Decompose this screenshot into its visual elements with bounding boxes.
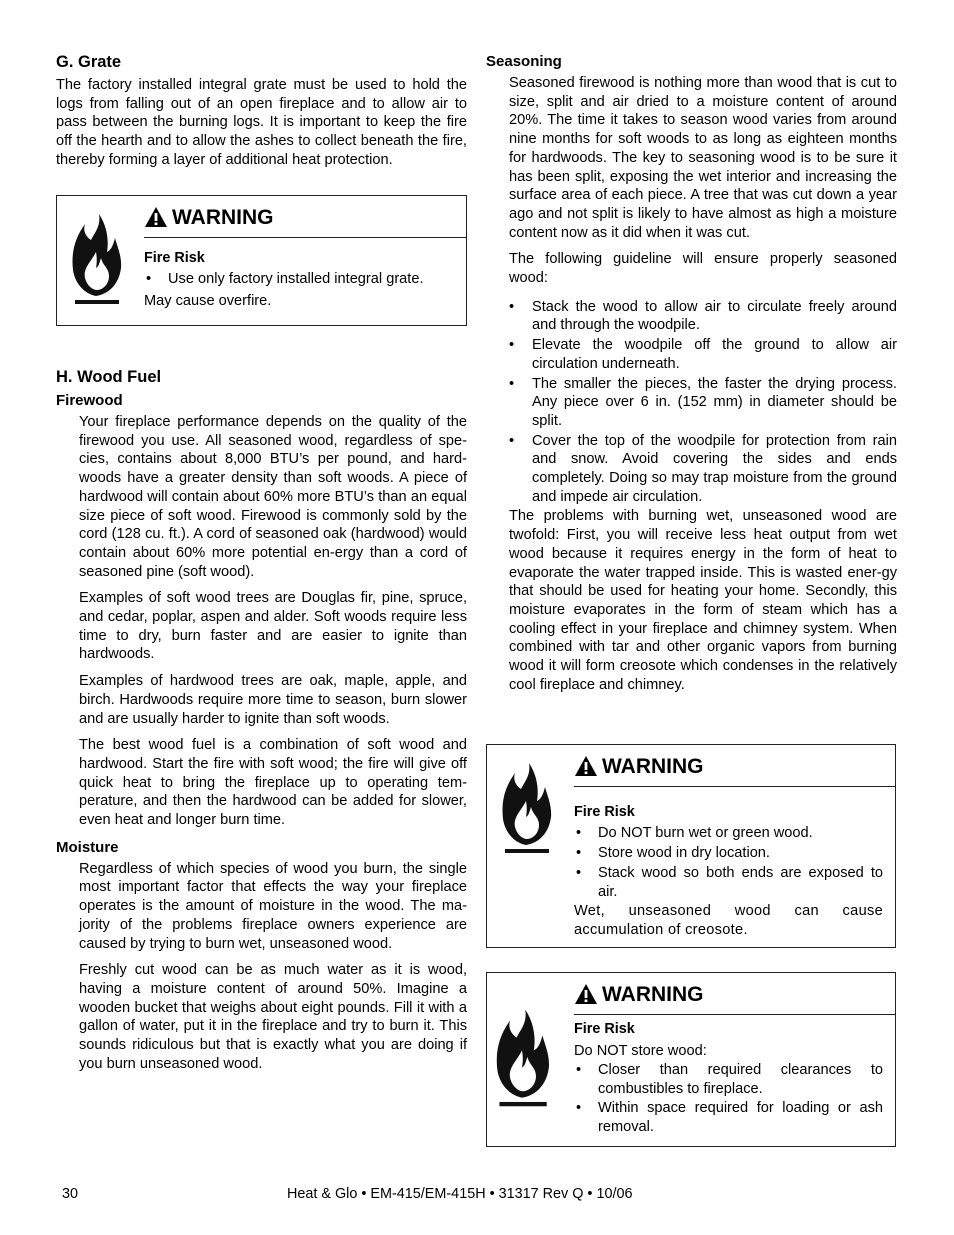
seasoning-paragraph: The following guideline will ensure properly seasoned wood:	[509, 251, 897, 287]
warning-box-grate	[56, 195, 467, 326]
left-column	[56, 52, 467, 170]
fire-risk-label: Fire Risk	[144, 250, 205, 266]
warning-item: • Store wood in dry location.	[574, 843, 883, 864]
warning-title: WARNING	[172, 206, 274, 229]
warning-triangle-icon	[574, 983, 598, 1005]
moisture-paragraph: Freshly cut wood can be as much water as it is wood, having a moisture content of around 50%. Imagine a wooden bucket that weighs about eight pounds. Fill it with a gallon of water, put it in the fireplace and try to burn it. This sounds ridiculous but that is exactly what you are doing if you burn unseasoned wood.	[79, 962, 467, 1072]
section-heading-wood-fuel: H. Wood Fuel	[56, 368, 162, 386]
warning-header	[144, 196, 466, 238]
subheading-seasoning: Seasoning	[486, 53, 562, 70]
warning-triangle-icon	[144, 206, 168, 228]
subheading-firewood: Firewood	[56, 392, 123, 409]
warning-note: Wet, unseasoned wood can cause accumulation of creosote.	[574, 902, 883, 938]
warning-box-storage	[486, 972, 896, 1147]
subheading-moisture: Moisture	[56, 838, 119, 856]
page-number: 30	[62, 1186, 79, 1202]
warning-triangle-icon	[574, 755, 598, 777]
warning-box-wet-wood	[486, 744, 896, 948]
fire-icon	[493, 1007, 551, 1111]
seasoning-paragraph: The problems with burning wet, unseasoned wood are twofold: First, you will receive less heat output from wet wood because it requires energy in the form of heat to evaporate the water trapped inside. This is wasted ener-gy that should be used for heating your home. Secondly, this moisture evaporates in the form of steam which has a cooling effect in your fireplace and chimney system. When combined with tar and other organic vapors from burning wood it will form creosote which condenses in the relatively cool fireplace and chimney.	[509, 508, 897, 693]
grate-text: The factory installed integral grate must be used to hold the logs from falling out of an open fireplace and to allow air to pass between the burning logs. It is important to keep the fire off the hearth and to allow the ashes to collect beneath the fire, thereby forming a layer of additional heat protection.	[56, 77, 467, 168]
warning-note: May cause overfire.	[144, 293, 272, 309]
list-item: • Elevate the woodpile off the ground to allow air circulation underneath.	[486, 336, 897, 373]
warning-header	[574, 973, 895, 1015]
section-heading-grate: G. Grate	[56, 53, 122, 71]
wood-fuel-section	[56, 367, 467, 1074]
warning-intro: Do NOT store wood:	[574, 1042, 707, 1059]
firewood-paragraph: Examples of soft wood trees are Douglas fir, pine, spruce, and cedar, poplar, aspen and alder. Soft woods require less time to dry, burn faster and are easier to ignite than hardwoods.	[79, 590, 467, 663]
warning-item: • Stack wood so both ends are exposed to air.	[574, 864, 883, 902]
warning-header	[574, 745, 895, 787]
firewood-paragraph: Examples of hardwood trees are oak, maple, apple, and birch. Hardwoods require more time to season, burn slower and are usually harder to ignite than soft woods.	[79, 673, 467, 727]
fire-risk-label: Fire Risk	[574, 804, 635, 820]
warning-item: • Do NOT burn wet or green wood.	[574, 823, 883, 844]
warning-title: WARNING	[602, 755, 704, 778]
firewood-paragraph: The best wood fuel is a combination of soft wood and hardwood. Start the fire with soft wood; the fire will give off quick heat to bring the fireplace up to operating tem-perature, and then the hardwood can be added for slower, even heat and longer burn time.	[79, 737, 467, 829]
list-item: • The smaller the pieces, the faster the drying process. Any piece over 6 in. (152 mm) in diameter should be split.	[486, 375, 897, 431]
warning-item: • Closer than required clearances to combustibles to fireplace.	[574, 1061, 883, 1099]
list-item: • Cover the top of the woodpile for protection from rain and snow. Avoid covering the sides and ends completely. Doing so may trap moisture from the ground and impede air circulation.	[486, 432, 897, 507]
list-item: • Stack the wood to allow air to circulate freely around and through the woodpile.	[486, 298, 897, 335]
warning-title: WARNING	[602, 983, 704, 1006]
seasoning-paragraph: Seasoned firewood is nothing more than wood that is cut to size, split and air dried to a moisture content of around 20%. The time it takes to season wood varies from around nine months for soft woods to as long as eighteen months for hardwoods. The key to seasoning wood is to be sure it has been split, exposing the wet interior and increasing the surface area of each piece. A tree that was cut down a year ago and not split is likely to have almost as high a moisture content now as it did when it was cut.	[509, 75, 897, 241]
fire-risk-label: Fire Risk	[574, 1021, 635, 1037]
fire-icon	[69, 212, 123, 308]
right-column	[486, 52, 897, 695]
firewood-paragraph: Your fireplace performance depends on the quality of the firewood you use. All seasoned wood, regardless of spe-cies, contains about 8,000 BTU’s per pound, and hard-woods have a greater density than soft woods. A piece of hardwood will contain about 60% more BTU’s than an equal size piece of soft wood. Firewood is commonly sold by the cord (128 cu. ft.). A cord of seasoned oak (hardwood) would contain about 60% more potential en-ergy than a cord of seasoned pine (soft wood).	[79, 414, 467, 580]
moisture-paragraph: Regardless of which species of wood you burn, the single most important factor that effects the way your fireplace operates is the amount of moisture in the wood. The ma-jority of the problems fireplace owners experience are caused by trying to burn wet, unseasoned wood.	[79, 860, 467, 952]
warning-item: • Within space required for loading or ash removal.	[574, 1099, 883, 1137]
warning-item: • Use only factory installed integral grate.	[144, 269, 454, 290]
fire-icon	[499, 761, 553, 857]
footer-doc-info: Heat & Glo • EM-415/EM-415H • 31317 Rev Q • 10/06	[287, 1186, 633, 1202]
